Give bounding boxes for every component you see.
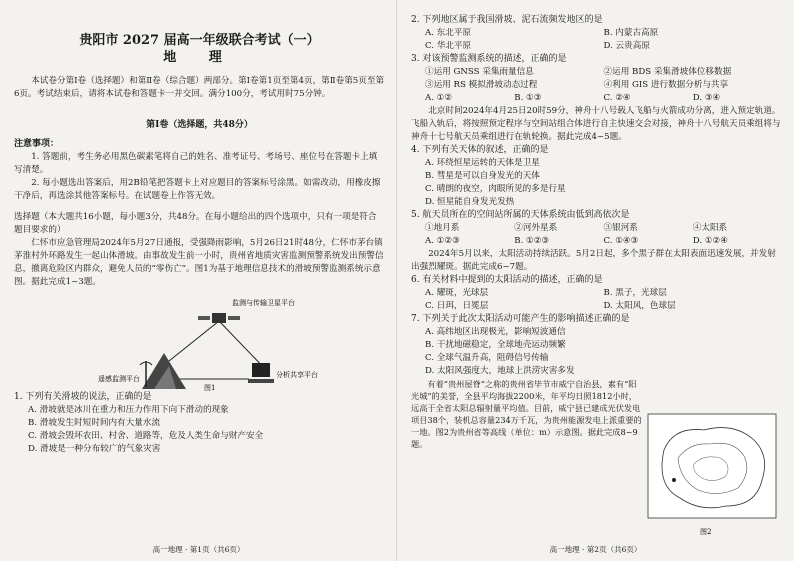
q3-statement-4: ④利用 GIS 进行数据分析与共享 (603, 80, 729, 90)
q5-choice-c[interactable]: C. ①④③ (603, 236, 639, 246)
exam-intro: 本试卷分第Ⅰ卷（选择题）和第Ⅱ卷（综合题）两部分。第Ⅰ卷第1页至第4页，第Ⅱ卷第5页至第6页。考试结束后，请将本试卷和答题卡一并交回。满分100分，考试用时75分钟。 (14, 76, 385, 99)
page-2 (397, 0, 794, 561)
q2-option-c[interactable]: C. 华北平原 (425, 41, 472, 51)
q1-option-c[interactable]: C. 滑坡会毁坏农田、村舍、道路等，危及人类生命与财产安全 (28, 431, 264, 441)
satellite-label: 监测与传输卫星平台 (232, 299, 295, 307)
question-5: 5. 航天员所在的空间站所属的天体系统由低到高依次是 (411, 210, 630, 220)
q2-option-d[interactable]: D. 云贵高原 (603, 41, 650, 51)
q5-choice-a[interactable]: A. ①②③ (425, 236, 460, 246)
q7-option-b[interactable]: B. 干扰地磁稳定，全球地壳运动频繁 (425, 340, 566, 350)
notice-heading: 注意事项： (14, 139, 60, 149)
q4-option-c[interactable]: C. 晴朗的夜空，肉眼所见的多是行星 (425, 184, 566, 194)
remote-sensing-label: 遥感监测平台 (98, 375, 140, 383)
q3-statements (425, 66, 782, 92)
q7-option-d[interactable]: D. 太阳风强度大，地球上洪涝灾害多发 (425, 366, 575, 376)
landslide-mountain-icon (140, 353, 186, 389)
figure-2 (644, 410, 780, 538)
passage-4: 有着“贵州屋脊”之称的贵州省毕节市威宁自治县，素有“阳光城”的美誉，全县平均海拔2200米，年平均日照1812小时，远高于全省太阳总辐射量平均值。目前，威宁县已建成光伏发电项目38个，装机总容量234万千瓦，为贵州能源发电上派重要的一地。图2为贵州省等高线（单位：m）示意图。据此完成8~9题。 (411, 379, 642, 449)
q3-statement-2: ②运用 BDS 采集滑坡体位移数据 (603, 67, 732, 77)
q5-item-4: ④太阳系 (692, 223, 728, 233)
landslide-monitoring-diagram (14, 291, 384, 391)
q6-option-d[interactable]: D. 太阳风，色球层 (603, 301, 676, 311)
page-1-footer: 高一地理 · 第1页（共6页） (152, 545, 245, 554)
section-1-title: 第Ⅰ卷（选择题，共48分） (146, 120, 253, 130)
notice-2: 2. 每小题选出答案后，用2B铅笔把答题卡上对应题目的答案标号涂黑。如需改动，用橡皮擦干净后，再选涂其他答案标号。在试题卷上作答无效。 (14, 178, 381, 201)
q5-item-1: ①地月系 (425, 223, 460, 233)
figure-1-caption: 图1 (204, 384, 216, 391)
q4-option-d[interactable]: D. 恒星能自身发光发热 (425, 197, 515, 207)
guizhou-contour-map (644, 410, 780, 538)
q5-item-3: ③银河系 (603, 223, 638, 233)
question-6: 6. 有关材料中提到的太阳活动的描述，正确的是 (411, 275, 603, 285)
q6-option-c[interactable]: C. 日珥，日冕层 (425, 301, 489, 311)
choice-intro: 选择题（本大题共16小题，每小题3分，共48分。在每小题给出的四个选项中，只有一项是符合题目要求的） (14, 212, 377, 235)
notice-1: 1. 答题前，考生务必用黑色碳素笔将自己的姓名、准考证号、考场号、座位号在答题卡上填写清楚。 (14, 152, 378, 175)
satellite-icon (198, 313, 240, 323)
q3-choice-c[interactable]: C. ②④ (603, 93, 631, 103)
q4-option-a[interactable]: A. 环绕恒星运转的天体是卫星 (425, 158, 540, 168)
q2-option-b[interactable]: B. 内蒙古高原 (603, 28, 659, 38)
q3-statement-3: ③运用 RS 模拟滑坡动态过程 (425, 80, 538, 90)
exam-title: 贵阳市 2027 届高一年级联合考试（一） (79, 33, 320, 48)
q3-choices (425, 92, 782, 105)
q2-options (425, 27, 782, 53)
q3-choice-d[interactable]: D. ③④ (692, 93, 721, 103)
q7-option-c[interactable]: C. 全球气温升高，阻碍信号传输 (425, 353, 549, 363)
q5-choice-d[interactable]: D. ①②④ (692, 236, 728, 246)
q5-choice-b[interactable]: B. ①②③ (514, 236, 550, 246)
q1-option-d[interactable]: D. 滑坡是一种分布较广的气象灾害 (28, 444, 161, 454)
q7-option-a[interactable]: A. 高纬地区出现极光，影响短波通信 (425, 327, 566, 337)
q5-items (425, 222, 782, 235)
q3-choice-a[interactable]: A. ①② (425, 93, 453, 103)
exam-subject: 地 理 (163, 50, 236, 65)
q3-choice-b[interactable]: B. ①③ (514, 93, 542, 103)
question-1: 1. 下列有关滑坡的说法，正确的是 (14, 392, 152, 402)
figure-2-caption: 图2 (700, 528, 712, 536)
q2-option-a[interactable]: A. 东北平原 (425, 28, 472, 38)
page-2-footer: 高一地理 · 第2页（共6页） (549, 545, 642, 554)
q1-option-b[interactable]: B. 滑坡发生时短时间内有大量水流 (28, 418, 161, 428)
computer-icon (248, 363, 274, 383)
figure-1 (14, 291, 385, 391)
q6-options (425, 287, 782, 313)
q1-option-a[interactable]: A. 滑坡就是冰川在重力和压力作用下向下滑动的现象 (28, 405, 229, 415)
passage-1: 仁怀市应急管理局2024年5月27日通报，受强降雨影响，5月26日21时48分，仁怀市茅台镇茅淮村外环路发生一起山体滑坡。由事故发生前一小时，贵州省地质灾害监测预警系统发出预警信息，撤离危险区内群众，避免人员的“零伤亡”。图1为基于地理信息技术的滑坡预警监测系统示意图。据此完成1~3题。 (14, 238, 384, 287)
question-3: 3. 对该预警监测系统的描述，正确的是 (411, 54, 567, 64)
q4-option-b[interactable]: B. 彗星是可以自身发光的天体 (425, 171, 540, 181)
passage-3: 2024年5月以来，太阳活动持续活跃。5月2日起，多个黑子群在太阳表面迅速发展，并发射出强烈耀斑。据此完成6~7题。 (411, 249, 776, 272)
q3-statement-1: ①运用 GNSS 采集雨量信息 (425, 67, 534, 77)
q6-option-b[interactable]: B. 黑子，光球层 (603, 288, 667, 298)
analysis-label: 分析共享平台 (276, 371, 318, 379)
question-2: 2. 下列地区属于我国滑坡、泥石流频发地区的是 (411, 15, 603, 25)
question-7: 7. 下列关于此次太阳活动可能产生的影响描述正确的是 (411, 314, 630, 324)
q6-option-a[interactable]: A. 耀斑，光球层 (425, 288, 489, 298)
question-4: 4. 下列有关天体的叙述，正确的是 (411, 145, 549, 155)
passage-2: 北京时间2024年4月25日20时59分，神舟十八号载人飞船与火箭成功分离，进入预定轨道。飞船入轨后，将按照预定程序与空间站组合体进行自主快速交会对接，神舟十八号航天员乘组将与神舟十七号航天员乘组进行在轨轮换。据此完成4~5题。 (411, 106, 781, 142)
q5-item-2: ②河外星系 (514, 223, 558, 233)
q5-choices (425, 235, 782, 248)
